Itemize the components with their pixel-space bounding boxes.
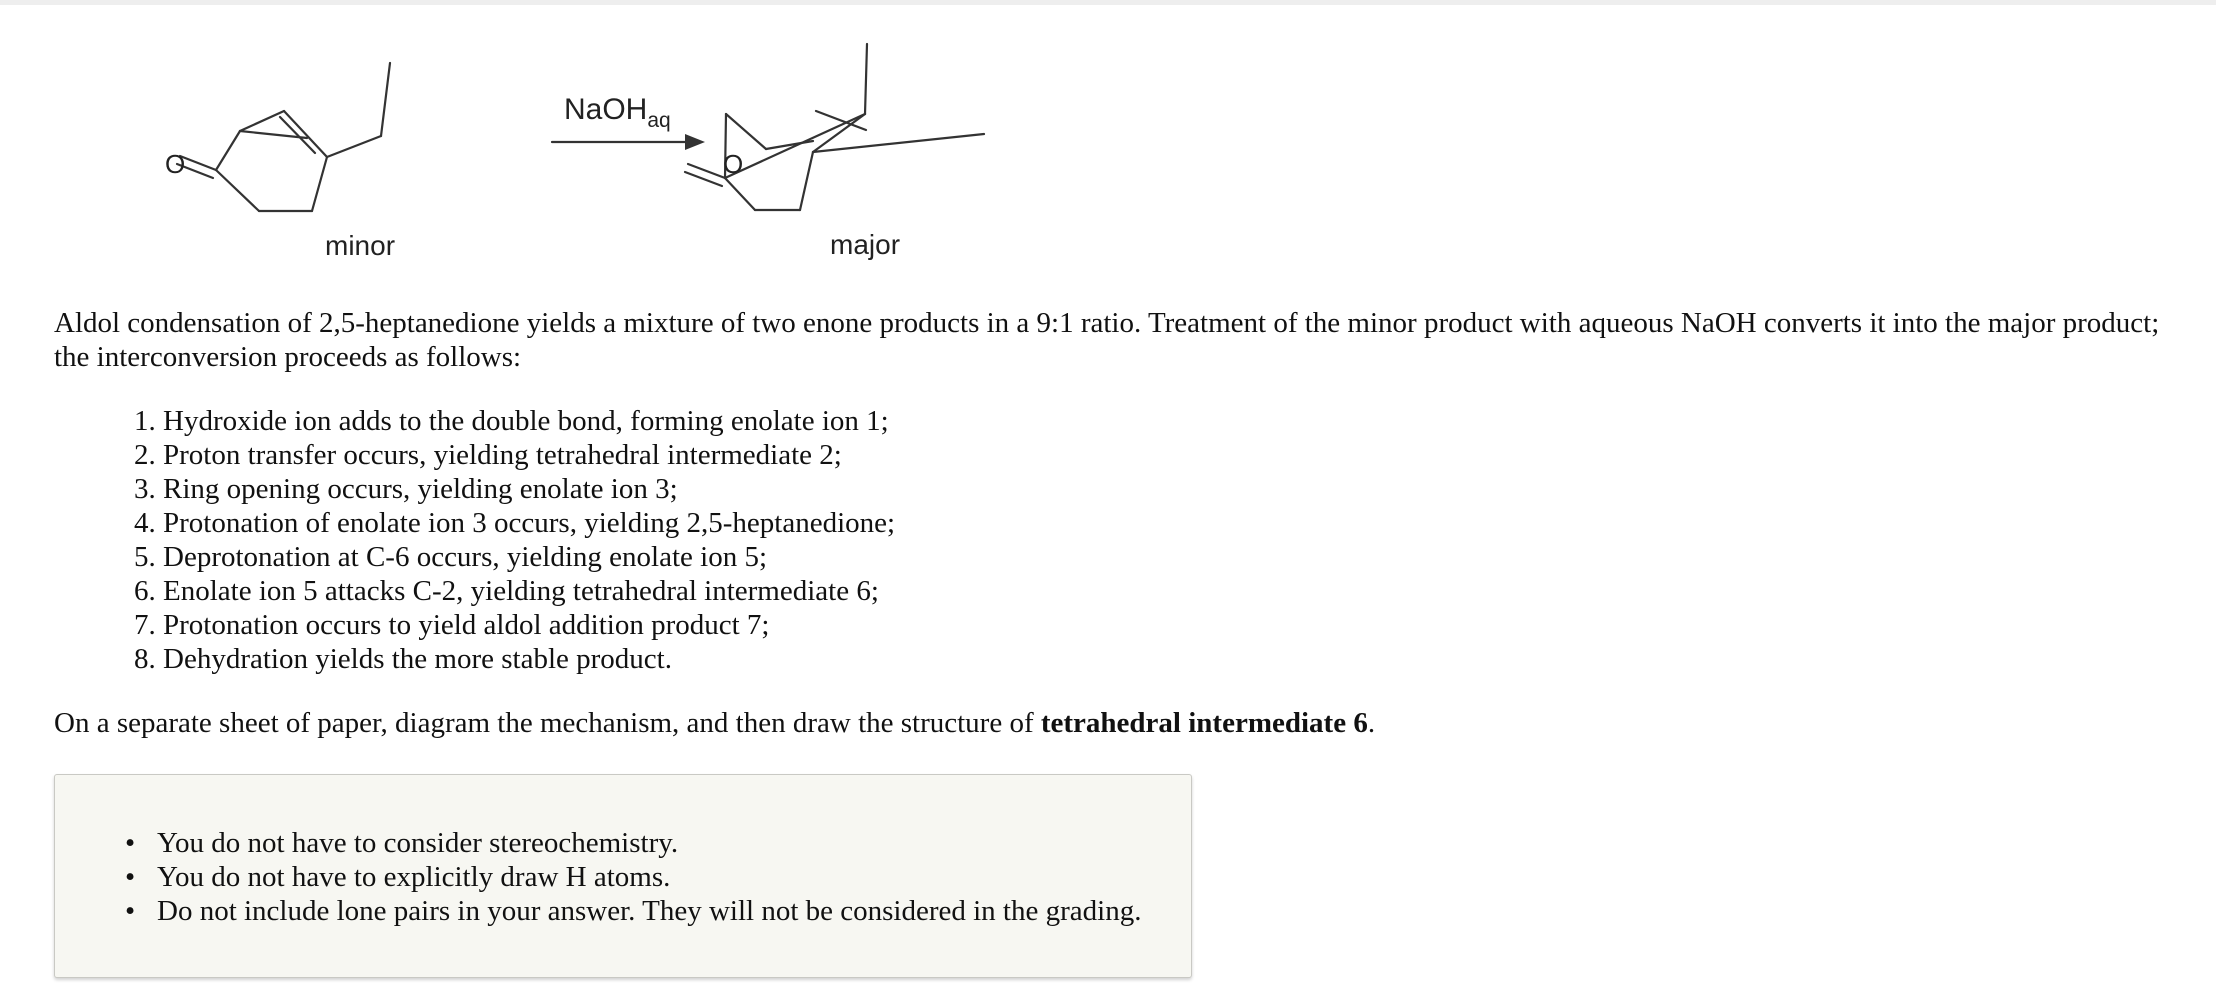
major-label: major <box>830 229 901 260</box>
minor-ring-bond <box>312 157 327 211</box>
minor-oxygen-label: O <box>165 149 186 179</box>
reaction-scheme <box>165 30 1020 270</box>
minor-ring-bond <box>240 111 284 131</box>
reaction-arrowhead <box>685 134 705 150</box>
minor-ring-bond <box>216 170 259 211</box>
major-structure <box>685 44 984 210</box>
minor-structure <box>177 63 390 211</box>
minor-ethyl-bond <box>327 136 381 157</box>
hint-item <box>125 826 1141 860</box>
reagent-main-text: NaOH <box>564 93 648 126</box>
mechanism-step: 2. Proton transfer occurs, yielding tetrahedral intermediate 2; <box>134 439 842 471</box>
task-target: tetrahedral intermediate 6 <box>1040 707 1368 739</box>
mechanism-step: 6. Enolate ion 5 attacks C-2, yielding tetrahedral intermediate 6; <box>134 575 879 607</box>
major-ring-bond <box>725 178 755 210</box>
bullet-icon: • <box>125 895 136 927</box>
reagent-subscript: aq <box>647 109 671 132</box>
hint-text: Do not include lone pairs in your answer. They will not be considered in the grading. <box>157 895 1142 927</box>
hints-box <box>54 774 1192 978</box>
question-text <box>54 306 2164 740</box>
major-ring-bond <box>725 114 865 178</box>
minor-ring-bond <box>216 131 240 170</box>
task-prefix: On a separate sheet of paper, diagram the mechanism, and then draw the structure of <box>54 707 1041 739</box>
major-ring-bond <box>800 152 813 210</box>
hint-item <box>125 894 1141 928</box>
hint-text: You do not have to consider stereochemistry. <box>157 827 679 859</box>
major-methyl-bond <box>813 134 984 152</box>
mechanism-step: 5. Deprotonation at C-6 occurs, yielding enolate ion 5; <box>134 541 768 573</box>
hint-item <box>125 860 1141 894</box>
hint-text: You do not have to explicitly draw H atoms. <box>157 861 671 893</box>
major-ring-bond <box>726 114 766 149</box>
mechanism-step: 3. Ring opening occurs, yielding enolate ion 3; <box>134 473 678 505</box>
mechanism-step: 7. Protonation occurs to yield aldol addition product 7; <box>134 609 770 641</box>
task-instruction <box>54 706 2164 740</box>
bullet-icon: • <box>125 861 136 893</box>
intro-paragraph: Aldol condensation of 2,5-heptanedione yields a mixture of two enone products in a 9:1 ratio. Treatment of the minor product with aqueous NaOH converts it into the major product; the interconversion proceeds as follows: <box>54 307 2160 373</box>
major-oxygen-label: O <box>723 149 744 179</box>
minor-ethyl-bond <box>381 63 390 136</box>
hints-list <box>125 826 1141 928</box>
bullet-icon: • <box>125 827 136 859</box>
mechanism-steps-list <box>54 404 2164 676</box>
task-suffix: . <box>1367 707 1376 739</box>
minor-ring-bond <box>284 111 327 157</box>
mechanism-step: 1. Hydroxide ion adds to the double bond, forming enolate ion 1; <box>134 405 889 437</box>
mechanism-step: 4. Protonation of enolate ion 3 occurs, yielding 2,5-heptanedione; <box>134 507 896 539</box>
major-double-bond <box>816 111 866 130</box>
top-strip <box>0 0 2216 5</box>
mechanism-step: 8. Dehydration yields the more stable product. <box>134 643 672 675</box>
major-methyl-bond <box>865 44 867 114</box>
reagent-label <box>564 93 671 133</box>
minor-label: minor <box>325 230 396 261</box>
